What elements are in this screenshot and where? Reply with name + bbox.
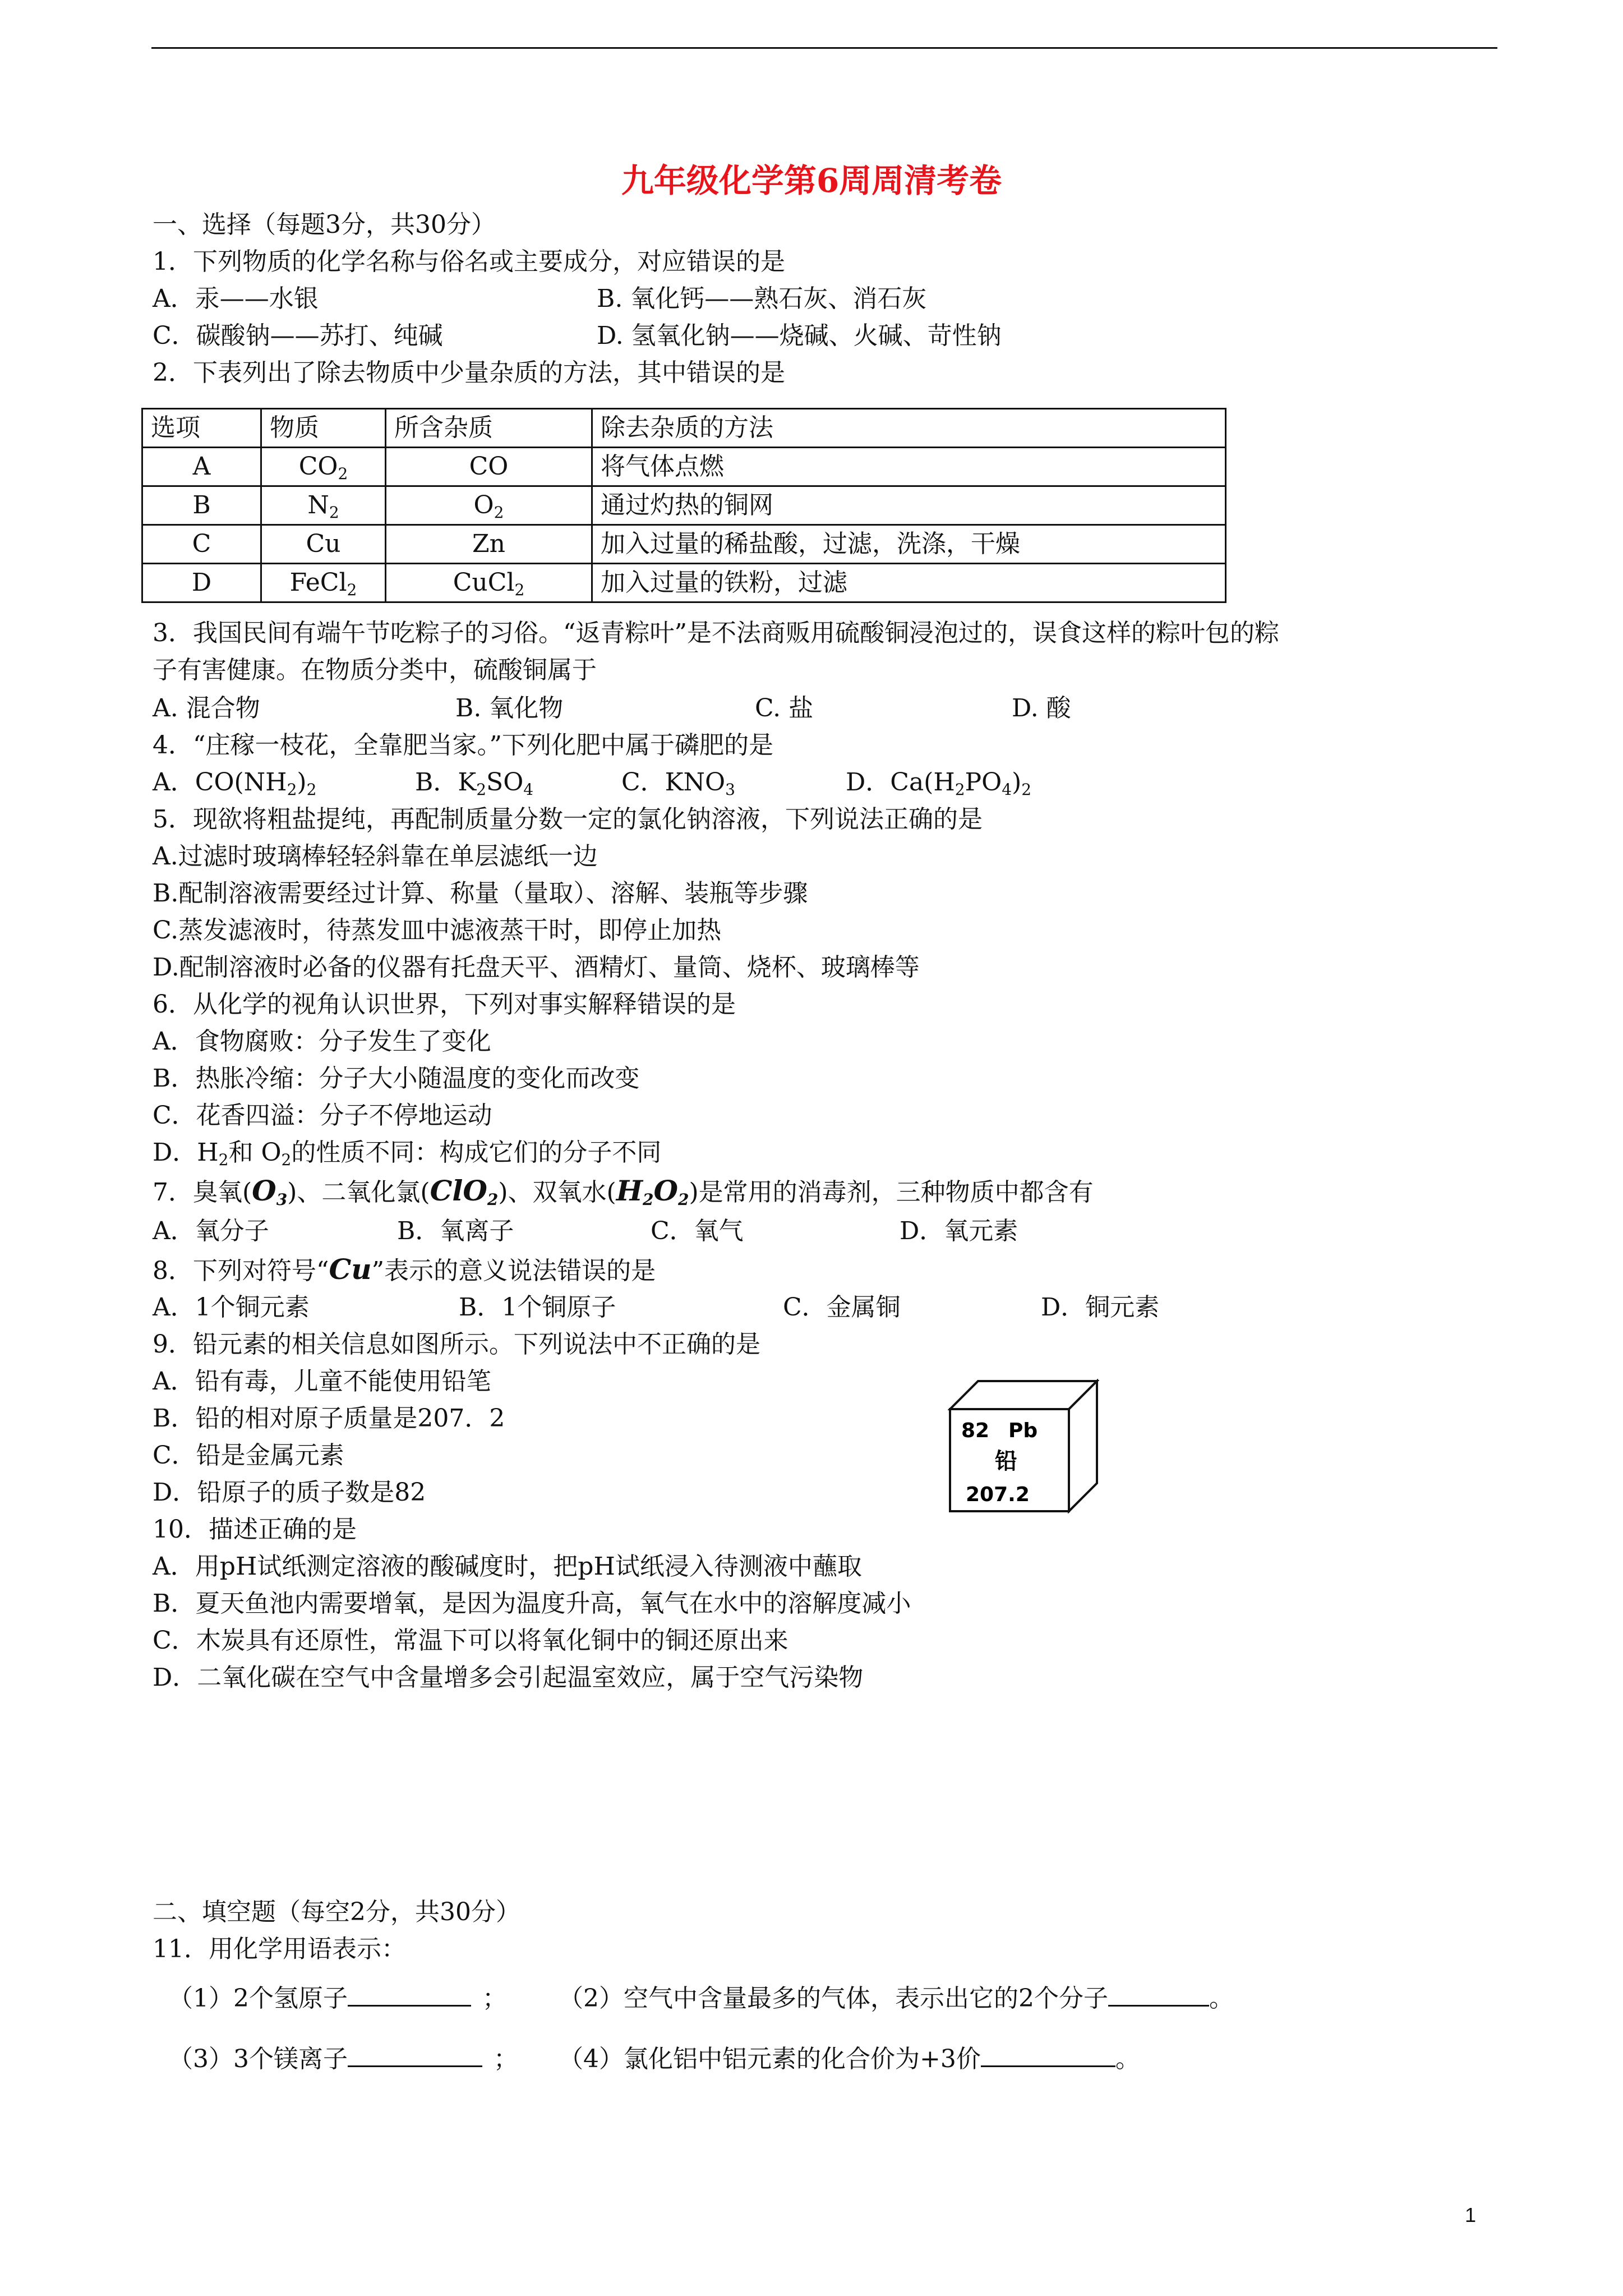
q2-stem: 2．下表列出了除去物质中少量杂质的方法，其中错误的是 [153,358,785,387]
q4-option-c: C．$KNO_3$ [621,768,735,799]
q8-option-b: B．1个铜原子 [459,1293,616,1322]
q4-option-b: B．$K_2SO_4$ [415,768,534,799]
q10-option-c: C．木炭具有还原性，常温下可以将氧化铜中的铜还原出来 [153,1626,789,1655]
q5-option-c: C.蒸发滤液时，待蒸发皿中滤液蒸干时，即停止加热 [153,916,722,945]
q1-option-d: D. 氢氧化钠——烧碱、火碱、苛性钠 [597,321,1002,350]
option-cell: B [142,486,261,525]
q5-option-b: B.配制溶液需要经过计算、称量（量取）、溶解、装瓶等步骤 [153,879,808,908]
answer-blank-4[interactable] [981,2043,1115,2067]
answer-blank-1[interactable] [348,1982,471,2007]
answer-blank-2[interactable] [1108,1982,1209,2007]
atomic-number: 82 [961,1419,990,1442]
impurity-cell: CO [386,448,592,486]
q3-option-b: B. 氧化物 [455,694,564,723]
q10-option-b: B．夏天鱼池内需要增氧，是因为温度升高，氧气在水中的溶解度减小 [153,1589,911,1618]
q4-option-d: D．$Ca(H_2PO_4)_2$ [846,768,1032,799]
q9-option-b: B．铅的相对原子质量是207．2 [153,1404,505,1433]
q5-option-d: D.配制溶液时必备的仪器有托盘天平、酒精灯、量筒、烧杯、玻璃棒等 [153,953,920,982]
q3-option-a: A. 混合物 [153,694,260,723]
q1-option-c: C．碳酸钠——苏打、纯碱 [153,321,443,350]
option-cell: A [142,448,261,486]
element-symbol: Pb [1008,1419,1038,1442]
q6-option-b: B．热胀冷缩：分子大小随温度的变化而改变 [153,1064,640,1093]
table-header-cell: 物质 [261,409,386,448]
q10-option-d: D．二氧化碳在空气中含量增多会引起温室效应，属于空气污染物 [153,1663,864,1692]
table-row [142,486,1226,525]
method-cell: 加入过量的稀盐酸，过滤，洗涤，干燥 [592,525,1226,564]
q5-option-a: A.过滤时玻璃棒轻轻斜靠在单层滤纸一边 [153,842,598,871]
q8-option-a: A．1个铜元素 [153,1293,310,1322]
lead-element-cell-figure [948,1379,1099,1513]
q6-option-d: D．$H_2$和 $O_2$的性质不同：构成它们的分子不同 [153,1138,662,1169]
table-header-row [142,409,1226,448]
table-header-cell: 所含杂质 [386,409,592,448]
q11-part-3: （3）3个镁离子 ； [168,2042,518,2077]
q11-stem: 11．用化学用语表示： [153,1935,406,1963]
header-rule [151,47,1497,49]
table-row [142,525,1226,564]
page-number: 1 [1465,2203,1477,2226]
answer-blank-3[interactable] [348,2043,482,2067]
q1-option-b: B. 氧化钙——熟石灰、消石灰 [597,284,927,313]
q9-stem: 9．铅元素的相关信息如图所示。下列说法中不正确的是 [153,1330,760,1359]
exam-title: 九年级化学第6周周清考卷 [621,162,1002,200]
table-header-cell: 除去杂质的方法 [592,409,1226,448]
q7-option-a: A．氧分子 [153,1217,269,1245]
impurity-cell: $O_2$ [386,486,592,525]
q9-option-c: C．铅是金属元素 [153,1441,344,1470]
q6-option-a: A．食物腐败：分子发生了变化 [153,1027,491,1056]
q6-option-c: C．花香四溢：分子不停地运动 [153,1101,492,1130]
q3-stem-line2: 子有害健康。在物质分类中，硫酸铜属于 [153,656,597,684]
q11-part-2: （2）空气中含量最多的气体，表示出它的2个分子 。 [559,1981,1234,2016]
q5-stem: 5．现欲将粗盐提纯，再配制质量分数一定的氯化钠溶液，下列说法正确的是 [153,805,983,834]
table-row [142,564,1226,602]
impurity-cell: CuCl$_2$ [386,564,592,602]
q4-stem: 4．“庄稼一枝花，全靠肥当家。”下列化肥中属于磷肥的是 [153,731,773,760]
q11-part-1: （1）2个氢原子 ； [168,1981,507,2016]
substance-cell: $N_2$ [261,486,386,525]
section-2-heading: 二、填空题（每空2分，共30分） [153,1898,520,1926]
q7-option-d: D．氧元素 [900,1217,1018,1245]
q10-stem: 10．描述正确的是 [153,1515,357,1544]
option-cell: D [142,564,261,602]
section-1-heading: 一、选择（每题3分，共30分） [153,210,496,239]
q1-option-a: A．汞——水银 [153,284,319,313]
q1-stem: 1．下列物质的化学名称与俗名或主要成分，对应错误的是 [153,247,785,276]
impurity-cell: Zn [386,525,592,564]
q7-stem: 7．臭氧$(O_3)$、二氧化氯(ClO$_2$)、双氧水$(H_2O_2)$是常用的消毒剂，三种物质中都含有 [153,1174,1094,1209]
q8-option-c: C．金属铜 [783,1293,901,1322]
method-cell: 通过灼热的铜网 [592,486,1226,525]
q10-option-a: A．用pH试纸测定溶液的酸碱度时，把pH试纸浸入待测液中蘸取 [153,1552,862,1581]
element-name: 铅 [995,1448,1017,1474]
q4-option-a: A．$CO(NH_2)_2$ [153,768,317,799]
q6-stem: 6．从化学的视角认识世界，下列对事实解释错误的是 [153,990,736,1019]
substance-cell: Cu [261,525,386,564]
substance-cell: FeCl$_2$ [261,564,386,602]
q3-option-d: D. 酸 [1012,694,1071,723]
q3-stem-line1: 3．我国民间有端午节吃粽子的习俗。“返青粽叶”是不法商贩用硫酸铜浸泡过的，误食这样的粽叶包的粽 [153,619,1279,647]
q3-option-c: C. 盐 [755,694,814,723]
q9-option-d: D．铅原子的质子数是82 [153,1478,426,1507]
atomic-mass: 207.2 [966,1483,1030,1506]
impurity-table [141,408,1227,603]
method-cell: 加入过量的铁粉，过滤 [592,564,1226,602]
q11-part-4: （4）氯化铝中铝元素的化合价为+3价 。 [559,2042,1140,2077]
q8-option-d: D．铜元素 [1041,1293,1160,1322]
table-header-cell: 选项 [142,409,261,448]
q7-option-c: C．氧气 [651,1217,744,1245]
q9-option-a: A．铅有毒，儿童不能使用铅笔 [153,1367,491,1396]
q8-stem: 8．下列对符号“Cu”表示的意义说法错误的是 [153,1253,656,1286]
table-row [142,448,1226,486]
q7-option-b: B．氧离子 [397,1217,514,1245]
substance-cell: $CO_2$ [261,448,386,486]
method-cell: 将气体点燃 [592,448,1226,486]
option-cell: C [142,525,261,564]
